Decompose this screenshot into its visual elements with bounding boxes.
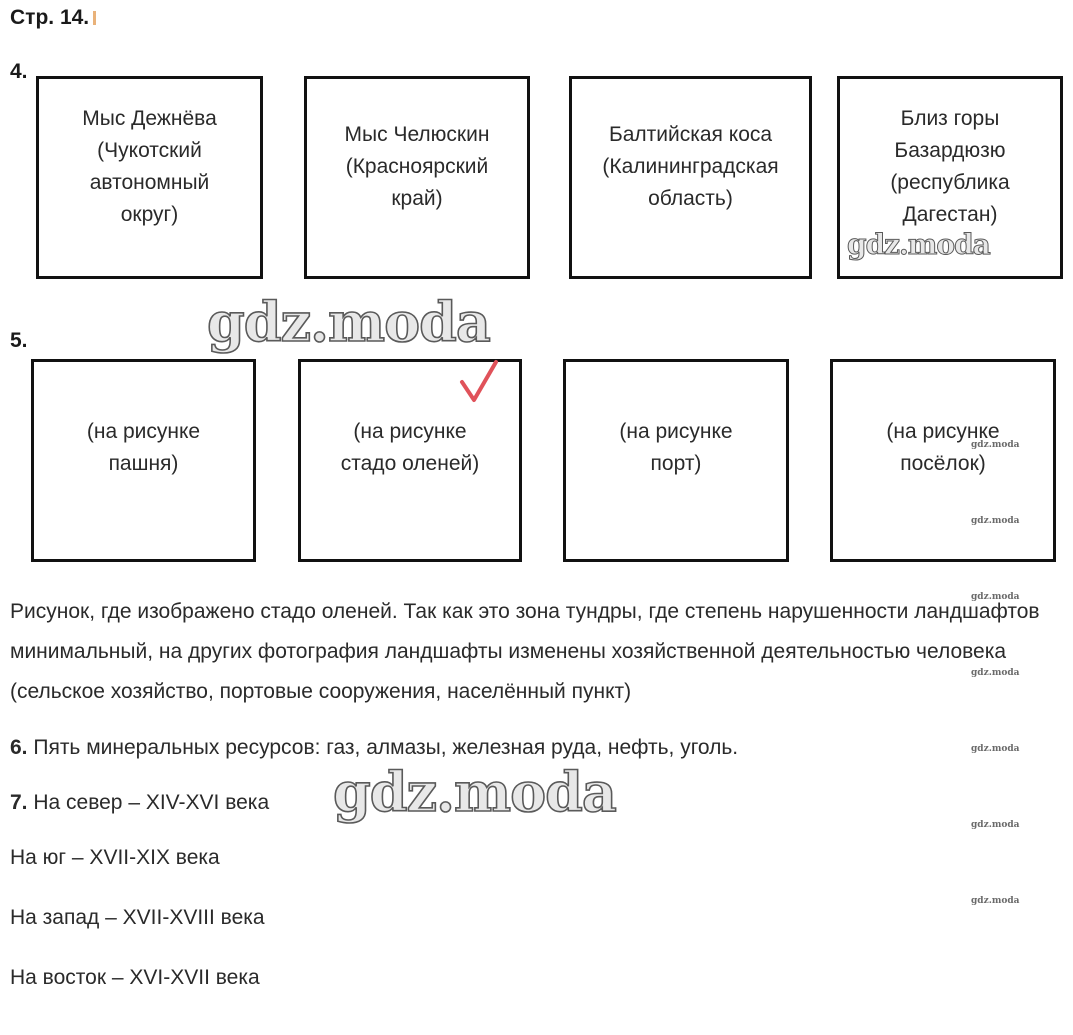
task5-number: 5. [10, 329, 28, 352]
watermark: gdz.moda [971, 516, 1020, 526]
box-line: автономный [89, 171, 210, 194]
watermark: gdz.moda [333, 760, 616, 824]
task4-box-3 [569, 76, 812, 279]
task6-number: 6. [10, 736, 28, 759]
watermark: gdz.moda [971, 440, 1020, 450]
box-line: (Чукотский [97, 139, 202, 162]
box-line: стадо оленей) [340, 451, 480, 475]
watermark: gdz.moda [971, 896, 1020, 906]
watermark: gdz.moda [971, 668, 1020, 678]
box-line: (республика [890, 171, 1010, 194]
box-line: (на рисунке [86, 419, 201, 443]
box-line: посёлок) [900, 451, 986, 475]
task7-west: На запад – XVII-XVIII века [10, 906, 265, 929]
watermark: gdz.moda [971, 744, 1020, 754]
task5-box-3 [563, 359, 789, 562]
task5-box-1 [31, 359, 256, 562]
watermark: gdz.moda [971, 820, 1020, 830]
box-line: пашня) [108, 451, 179, 475]
box-line: Дагестан) [902, 203, 998, 226]
task7-south: На юг – XVII-XIX века [10, 846, 220, 869]
box-line: (на рисунке [619, 419, 733, 443]
box-line: Мыс Челюскин [344, 123, 490, 146]
watermark: gdz.moda [207, 290, 490, 354]
box-line: Базардюзю [894, 139, 1006, 162]
task6-text: Пять минеральных ресурсов: газ, алмазы, железная руда, нефть, уголь. [27, 736, 739, 759]
task7-north: На север – XIV-XVI века [27, 791, 270, 814]
task5-explanation: Рисунок, где изображено стадо оленей. Так как это зона тундры, где степень нарушенности ландшафтов минимальный, на других фотография ландшафты изменены хозяйственной деятельностью человека (сельское хозяйство, портовые сооружения, населённый пункт) [10, 600, 1040, 703]
page-title: Стр. 14. [10, 6, 90, 29]
task7-east: На восток – XVI-XVII века [10, 966, 260, 989]
box-line: (Калининградская [602, 155, 779, 178]
task7-line-1 [10, 791, 269, 815]
header-mark [93, 11, 96, 25]
watermark: gdz.moda [971, 592, 1020, 602]
box-line: округ) [120, 203, 179, 226]
watermark: gdz.moda [847, 228, 990, 261]
check-mark-icon [456, 358, 502, 404]
task4-box-2 [304, 76, 530, 279]
task7-number: 7. [10, 791, 28, 814]
task6-line [10, 736, 738, 760]
box-line: область) [648, 187, 733, 210]
task5-box-4 [830, 359, 1056, 562]
page-header [10, 6, 96, 30]
box-line: Мыс Дежнёва [82, 107, 217, 130]
box-line: Балтийская коса [608, 123, 773, 146]
task4-box-1 [36, 76, 263, 279]
task4-number: 4. [10, 60, 28, 83]
box-line: Близ горы [900, 107, 1000, 130]
box-line: (Красноярский [345, 155, 489, 178]
box-line: порт) [650, 451, 702, 475]
box-line: (на рисунке [353, 419, 467, 443]
box-line: (на рисунке [886, 419, 1000, 443]
box-line: край) [391, 187, 443, 210]
